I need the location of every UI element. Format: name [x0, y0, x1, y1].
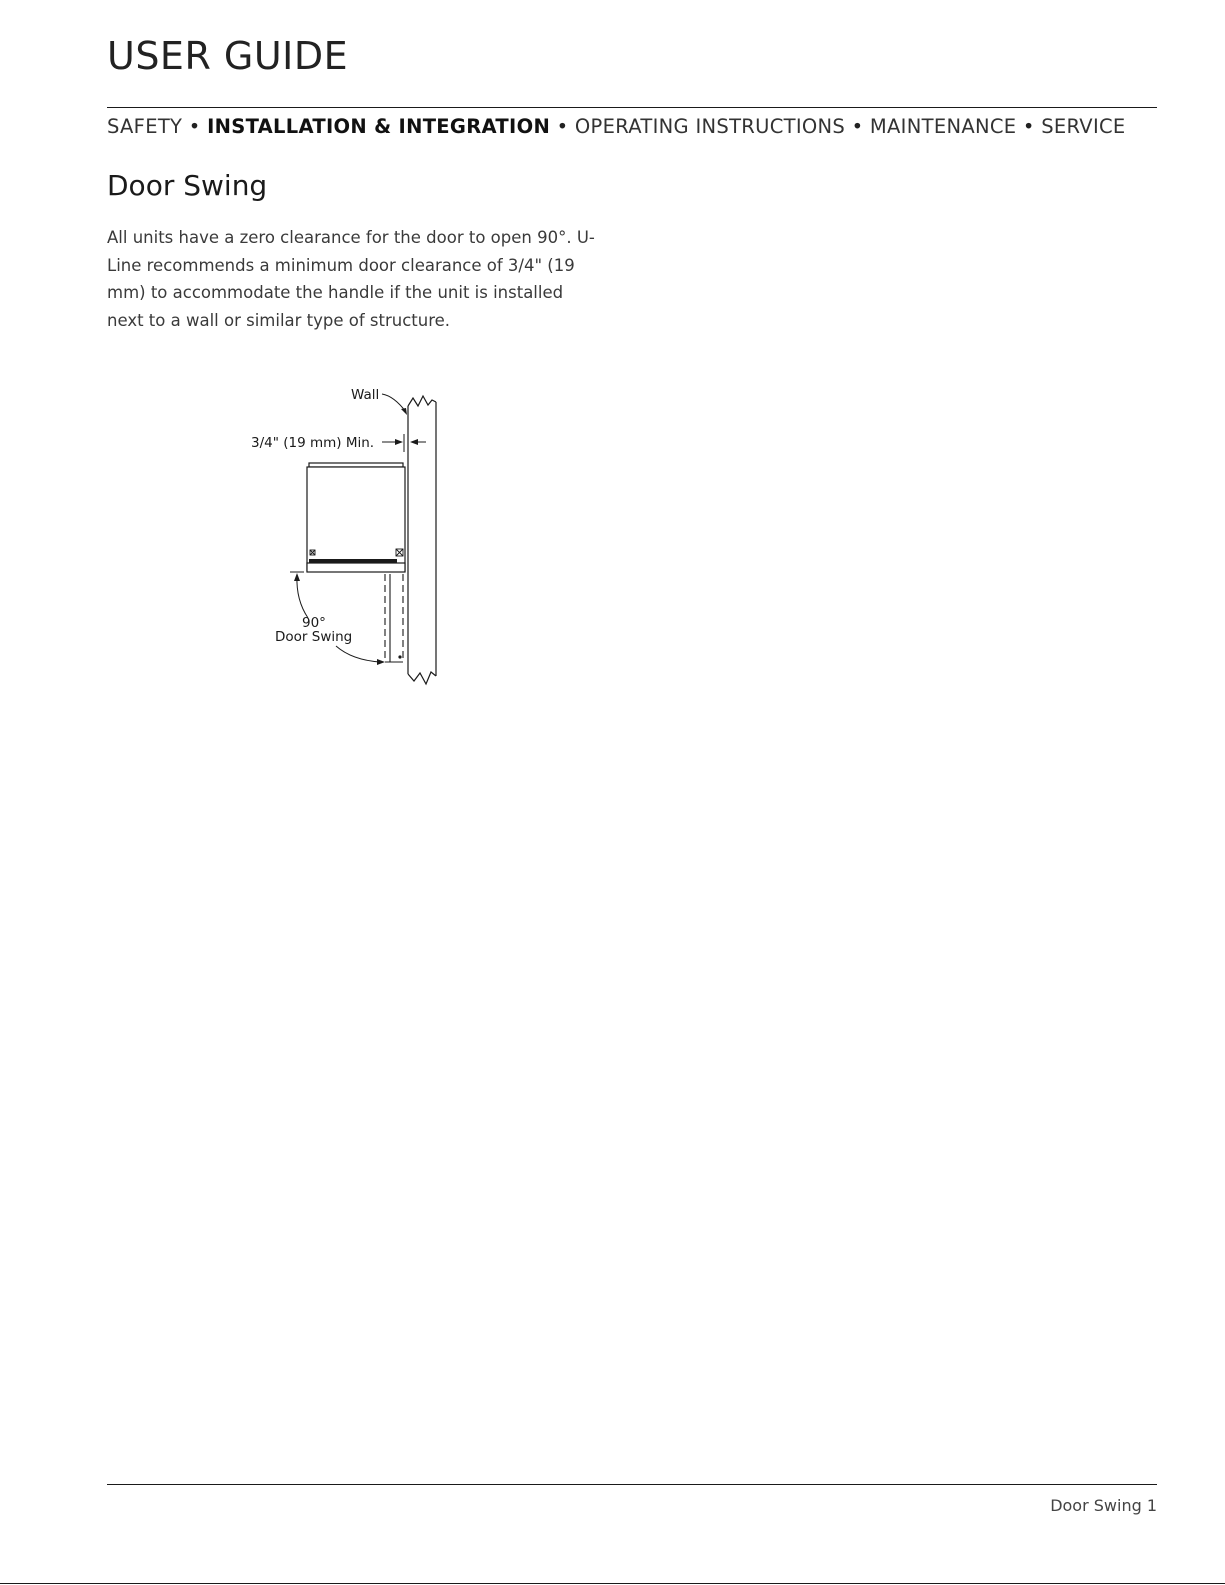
document-title: USER GUIDE — [107, 34, 349, 78]
wall-arrowhead — [401, 408, 407, 415]
door-pivot — [398, 655, 401, 658]
clearance-arrow-left — [395, 439, 403, 445]
nav-separator: • — [851, 115, 870, 138]
angle-label: 90° — [302, 615, 326, 631]
clearance-arrow-right — [410, 439, 418, 445]
nav-separator: • — [1022, 115, 1042, 138]
header-divider — [107, 107, 1157, 108]
swing-arrowhead-bottom — [377, 659, 385, 665]
section-body-text: All units have a zero clearance for the door to open 90°. U-Line recommends a minimum door clearance of 3/4" (19 mm) to accommodate the handle if the unit is installed next to a wall or similar type of structure. — [107, 228, 595, 330]
clearance-label: 3/4" (19 mm) Min. — [251, 435, 375, 451]
swing-arrowhead-top — [294, 573, 300, 581]
footer-divider — [107, 1484, 1157, 1485]
open-door-outline — [385, 574, 403, 662]
clearance-dimension — [382, 434, 426, 452]
nav-item-operating-instructions[interactable]: OPERATING INSTRUCTIONS — [574, 115, 846, 138]
cabinet-outline — [307, 463, 405, 572]
nav-item-maintenance[interactable]: MAINTENANCE — [869, 115, 1017, 138]
page-bottom-edge — [0, 1583, 1225, 1584]
nav-item-service[interactable]: SERVICE — [1041, 115, 1126, 138]
wall-shape — [408, 396, 436, 684]
nav-separator: • — [188, 115, 208, 138]
door-swing-diagram — [230, 378, 460, 698]
door-handle-bar — [309, 559, 397, 563]
nav-separator: • — [556, 115, 575, 138]
section-heading: Door Swing — [107, 169, 268, 202]
page-footer-label: Door Swing 1 — [1050, 1496, 1157, 1515]
nav-item-installation-integration[interactable]: INSTALLATION & INTEGRATION — [207, 115, 551, 138]
swing-label: Door Swing — [275, 629, 353, 645]
section-breadcrumb — [107, 114, 1167, 140]
wall-label: Wall — [351, 387, 380, 403]
nav-item-safety[interactable]: SAFETY — [107, 115, 183, 138]
